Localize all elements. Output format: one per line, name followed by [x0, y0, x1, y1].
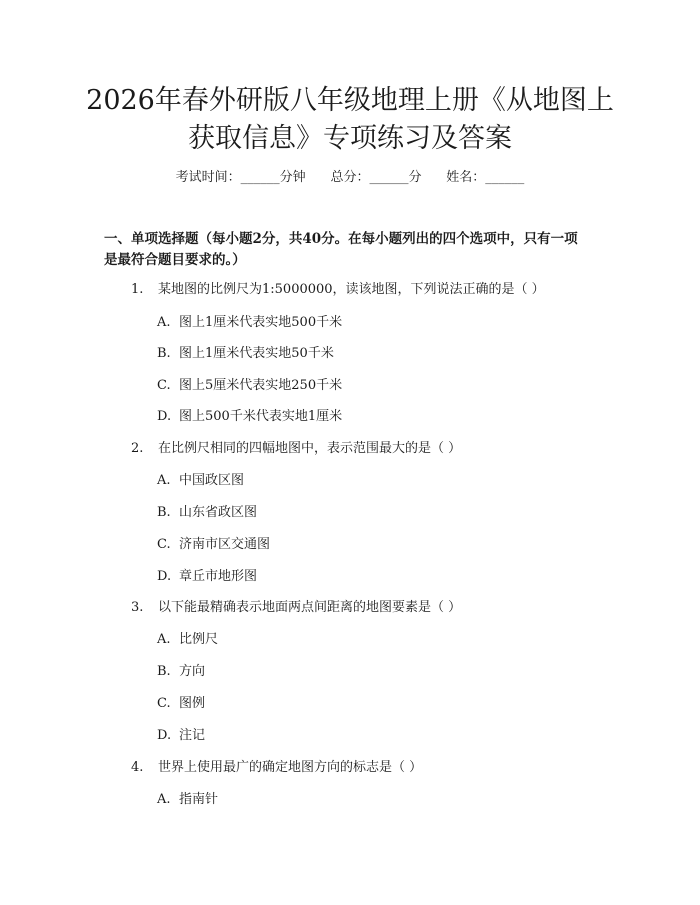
option-3b	[157, 662, 205, 682]
option-text: 注记	[179, 728, 206, 743]
student-name: 姓名：______	[446, 170, 525, 185]
title-line-1: 2026年春外研版八年级地理上册《从地图上	[86, 85, 614, 116]
option-letter: B.	[157, 664, 171, 679]
option-text: 章丘市地形图	[179, 569, 258, 584]
option-text: 图上500千米代表实地1厘米	[179, 409, 343, 424]
question-number: 1.	[131, 282, 144, 297]
option-text: 图上1厘米代表实地500千米	[179, 315, 343, 330]
option-text: 方向	[179, 664, 206, 679]
option-3d	[157, 726, 205, 746]
exam-meta	[0, 168, 700, 188]
option-1d	[157, 407, 342, 427]
option-letter: A.	[157, 632, 171, 647]
option-4a	[157, 790, 218, 810]
option-letter: A.	[157, 315, 171, 330]
question-1	[131, 280, 545, 300]
option-letter: C.	[157, 696, 171, 711]
section-heading-line-1: 一、单项选择题（每小题2分，共40分。在每小题列出的四个选项中，只有一项	[104, 231, 578, 247]
option-2d	[157, 567, 257, 587]
section-heading	[104, 229, 600, 271]
exam-total-score: 总分：______分	[330, 170, 422, 185]
question-text: 某地图的比例尺为1:5000000，读该地图，下列说法正确的是（ ）	[158, 282, 545, 297]
question-4	[131, 758, 422, 778]
question-3	[131, 598, 461, 618]
question-text: 以下能最精确表示地面两点间距离的地图要素是（ ）	[158, 600, 462, 615]
option-3c	[157, 694, 205, 714]
question-number: 4.	[131, 760, 144, 775]
option-letter: B.	[157, 505, 171, 520]
option-3a	[157, 630, 218, 650]
option-text: 图上5厘米代表实地250千米	[179, 378, 343, 393]
question-text: 在比例尺相同的四幅地图中，表示范围最大的是（ ）	[158, 441, 462, 456]
option-text: 山东省政区图	[179, 505, 258, 520]
document-title	[0, 82, 700, 158]
title-line-2: 获取信息》专项练习及答案	[188, 123, 512, 154]
option-letter: D.	[157, 409, 172, 424]
option-2b	[157, 503, 257, 523]
option-text: 比例尺	[179, 632, 219, 647]
question-number: 3.	[131, 600, 144, 615]
option-letter: A.	[157, 473, 171, 488]
option-text: 指南针	[179, 792, 219, 807]
option-text: 图上1厘米代表实地50千米	[179, 346, 334, 361]
question-text: 世界上使用最广的确定地图方向的标志是（ ）	[158, 760, 423, 775]
option-letter: A.	[157, 792, 171, 807]
option-2c	[157, 535, 270, 555]
option-letter: C.	[157, 378, 171, 393]
option-text: 济南市区交通图	[179, 537, 271, 552]
question-2	[131, 439, 461, 459]
option-text: 图例	[179, 696, 206, 711]
option-1a	[157, 313, 342, 333]
option-letter: D.	[157, 569, 172, 584]
option-text: 中国政区图	[179, 473, 245, 488]
option-letter: C.	[157, 537, 171, 552]
option-letter: D.	[157, 728, 172, 743]
question-number: 2.	[131, 441, 144, 456]
option-1b	[157, 344, 334, 364]
exam-time: 考试时间：______分钟	[175, 170, 306, 185]
section-heading-line-2: 是最符合题目要求的。）	[104, 252, 246, 268]
option-letter: B.	[157, 346, 171, 361]
option-2a	[157, 471, 244, 491]
option-1c	[157, 376, 342, 396]
